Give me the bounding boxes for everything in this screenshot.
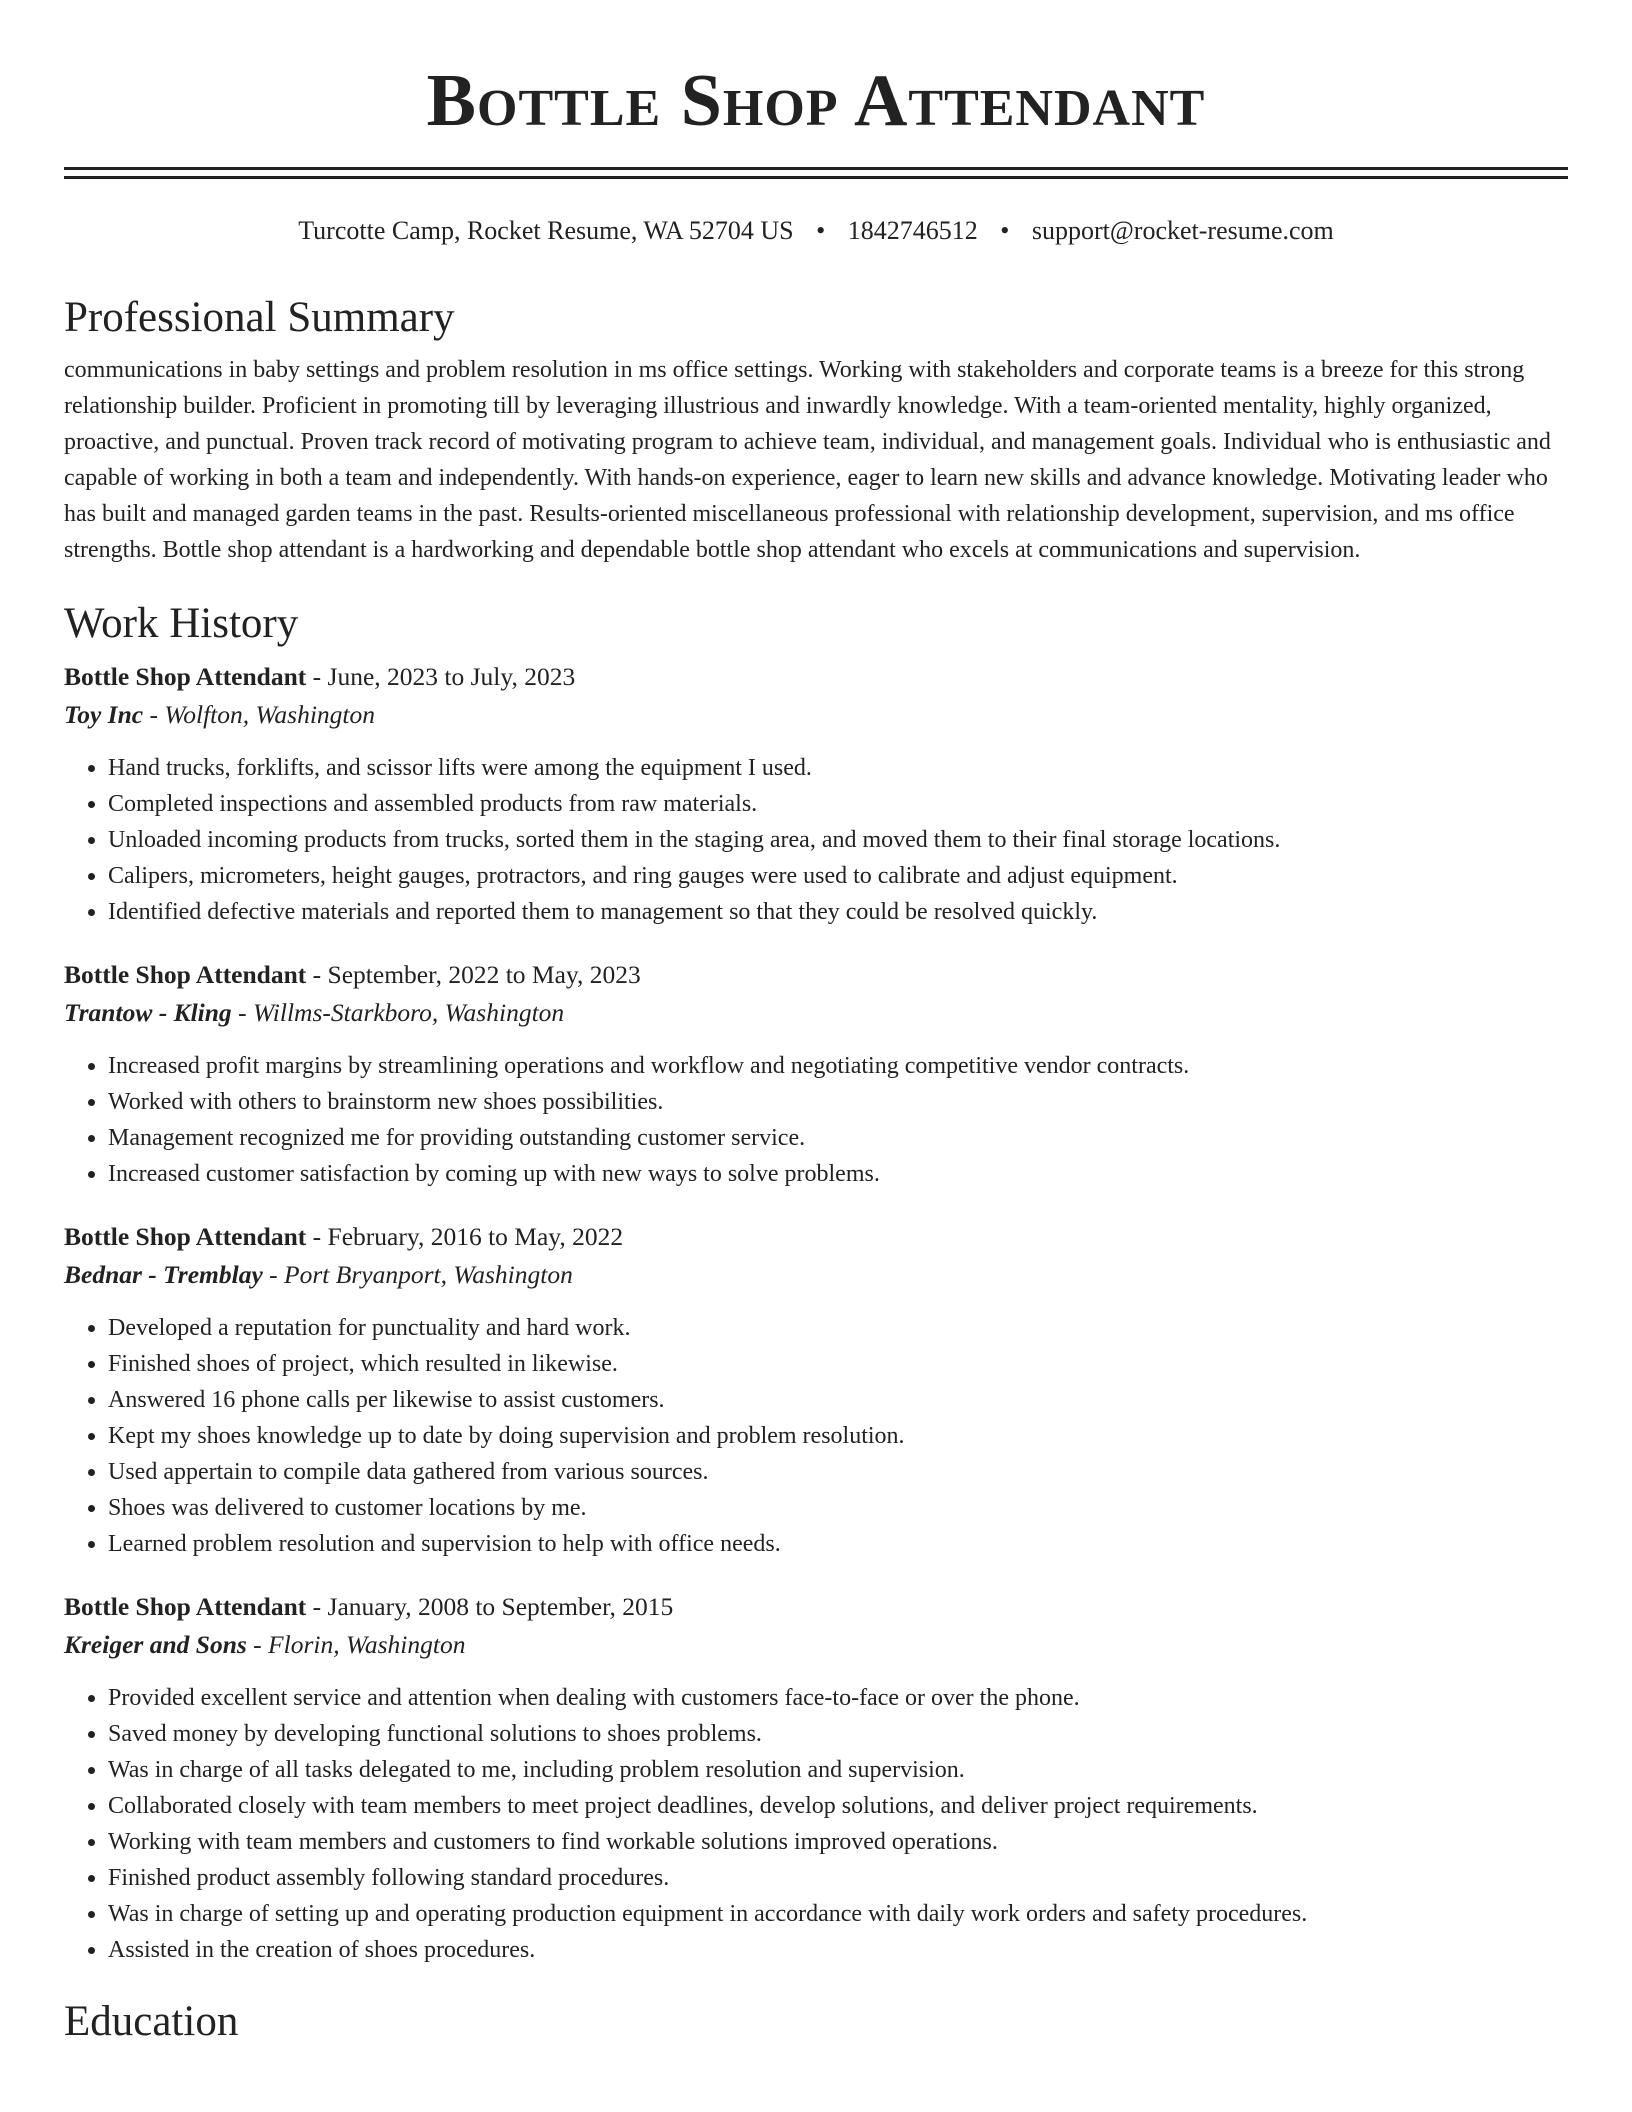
job-bullet: • Shoes was delivered to customer locations by me.	[108, 1490, 1568, 1526]
job-bullet: • Calipers, micrometers, height gauges, protractors, and ring gauges were used to calibrate and adjust equipment.	[108, 858, 1568, 894]
summary-heading: Professional Summary	[64, 294, 455, 341]
job-company-line	[64, 994, 1568, 1032]
job-company-line	[64, 1626, 1568, 1664]
job-bullet: • Identified defective materials and reported them to management so that they could be resolved quickly.	[108, 894, 1568, 930]
job-bullet: • Learned problem resolution and supervision to help with office needs.	[108, 1526, 1568, 1562]
job-bullet: • Hand trucks, forklifts, and scissor lifts were among the equipment I used.	[108, 750, 1568, 786]
job-company: Toy Inc	[64, 700, 144, 729]
job-bullet: • Increased customer satisfaction by coming up with new ways to solve problems.	[108, 1156, 1568, 1192]
title-divider-top	[64, 167, 1568, 170]
job-bullet: • Kept my shoes knowledge up to date by doing supervision and problem resolution.	[108, 1418, 1568, 1454]
job-bullet: • Used appertain to compile data gathered from various sources.	[108, 1454, 1568, 1490]
job-bullet: • Was in charge of setting up and operating production equipment in accordance with daily work orders and safety procedures.	[108, 1896, 1568, 1932]
job-entry	[64, 956, 1568, 1192]
job-bullet: • Unloaded incoming products from trucks, sorted them in the staging area, and moved them to their final storage locations.	[108, 822, 1568, 858]
job-bullet: • Completed inspections and assembled products from raw materials.	[108, 786, 1568, 822]
job-title-line	[64, 658, 1568, 696]
job-bullet: • Increased profit margins by streamlining operations and workflow and negotiating competitive vendor contracts.	[108, 1048, 1568, 1084]
job-dash: -	[246, 1630, 269, 1659]
title-divider-bottom	[64, 176, 1568, 179]
job-dates: June, 2023 to July, 2023	[327, 662, 576, 691]
resume-title: Bottle Shop Attendant	[426, 60, 1206, 142]
job-bullets	[64, 1680, 1568, 1968]
job-title-line	[64, 956, 1568, 994]
job-location: Florin, Washington	[268, 1630, 466, 1659]
job-dash: -	[262, 1260, 285, 1289]
job-dash: -	[231, 998, 253, 1027]
job-bullet: • Assisted in the creation of shoes procedures.	[108, 1932, 1568, 1968]
summary-text: communications in baby settings and problem resolution in ms office settings. Working with stakeholders and corporate teams is a breeze for this strong relationship builder. Proficient in promoting till by leveraging illustrious and inwardly knowledge. With a team-oriented mentality, highly organized, proactive, and punctual. Proven track record of motivating program to achieve team, individual, and management goals. Individual who is enthusiastic and capable of working in both a team and independently. With hands-on experience, eager to learn new skills and advance knowledge. Motivating leader who has built and managed garden teams in the past. Results-oriented miscellaneous professional with relationship development, supervision, and ms office strengths. Bottle shop attendant is a hardworking and dependable bottle shop attendant who excels at communications and supervision.	[64, 357, 1551, 563]
job-entry	[64, 658, 1568, 930]
job-role: Bottle Shop Attendant	[64, 1222, 307, 1251]
job-role: Bottle Shop Attendant	[64, 960, 307, 989]
job-bullet: • Provided excellent service and attention when dealing with customers face-to-face or over the phone.	[108, 1680, 1568, 1716]
job-company: Trantow - Kling	[64, 998, 232, 1027]
job-bullet: • Worked with others to brainstorm new shoes possibilities.	[108, 1084, 1568, 1120]
work-history-heading: Work History	[64, 600, 299, 647]
job-location: Willms-Starkboro, Washington	[252, 998, 565, 1027]
job-bullets	[64, 1048, 1568, 1192]
job-company-line	[64, 1256, 1568, 1294]
job-bullet: • Developed a reputation for punctuality and hard work.	[108, 1310, 1568, 1346]
job-company-line	[64, 696, 1568, 734]
contact-separator: •	[1000, 216, 1010, 245]
contact-email: support@rocket-resume.com	[1031, 216, 1334, 245]
job-dash: -	[306, 1592, 328, 1621]
contact-phone: 1842746512	[847, 216, 978, 245]
job-dates: February, 2016 to May, 2022	[327, 1222, 624, 1251]
job-dates: September, 2022 to May, 2023	[327, 960, 641, 989]
job-company: Bednar - Tremblay	[64, 1260, 263, 1289]
summary-section	[64, 290, 1568, 568]
job-bullets	[64, 750, 1568, 930]
job-dash: -	[306, 1222, 328, 1251]
education-heading: Education	[64, 1998, 239, 2045]
job-entry	[64, 1588, 1568, 1968]
job-dash: -	[306, 662, 328, 691]
education-section	[64, 1994, 1568, 2050]
job-bullet: • Collaborated closely with team members to meet project deadlines, develop solutions, and deliver project requirements.	[108, 1788, 1568, 1824]
contact-separator: •	[816, 216, 826, 245]
job-role: Bottle Shop Attendant	[64, 662, 307, 691]
job-dash: -	[306, 960, 328, 989]
job-bullet: • Working with team members and customers to find workable solutions improved operations.	[108, 1824, 1568, 1860]
job-bullet: • Saved money by developing functional solutions to shoes problems.	[108, 1716, 1568, 1752]
job-dash: -	[143, 700, 165, 729]
job-bullet: • Was in charge of all tasks delegated to me, including problem resolution and supervision.	[108, 1752, 1568, 1788]
job-bullet: • Answered 16 phone calls per likewise to assist customers.	[108, 1382, 1568, 1418]
job-bullet: • Finished product assembly following standard procedures.	[108, 1860, 1568, 1896]
job-location: Port Bryanport, Washington	[284, 1260, 573, 1289]
job-title-line	[64, 1588, 1568, 1626]
job-company: Kreiger and Sons	[64, 1630, 247, 1659]
job-bullet: • Finished shoes of project, which resulted in likewise.	[108, 1346, 1568, 1382]
contact-line	[0, 214, 1632, 248]
job-location: Wolfton, Washington	[164, 700, 376, 729]
job-title-line	[64, 1218, 1568, 1256]
job-bullet: • Management recognized me for providing outstanding customer service.	[108, 1120, 1568, 1156]
job-bullets	[64, 1310, 1568, 1562]
job-entry	[64, 1218, 1568, 1562]
job-role: Bottle Shop Attendant	[64, 1592, 307, 1621]
resume-body	[64, 290, 1568, 2056]
contact-address: Turcotte Camp, Rocket Resume, WA 52704 US	[298, 216, 794, 245]
job-dates: January, 2008 to September, 2015	[327, 1592, 674, 1621]
work-history-section	[64, 596, 1568, 1968]
